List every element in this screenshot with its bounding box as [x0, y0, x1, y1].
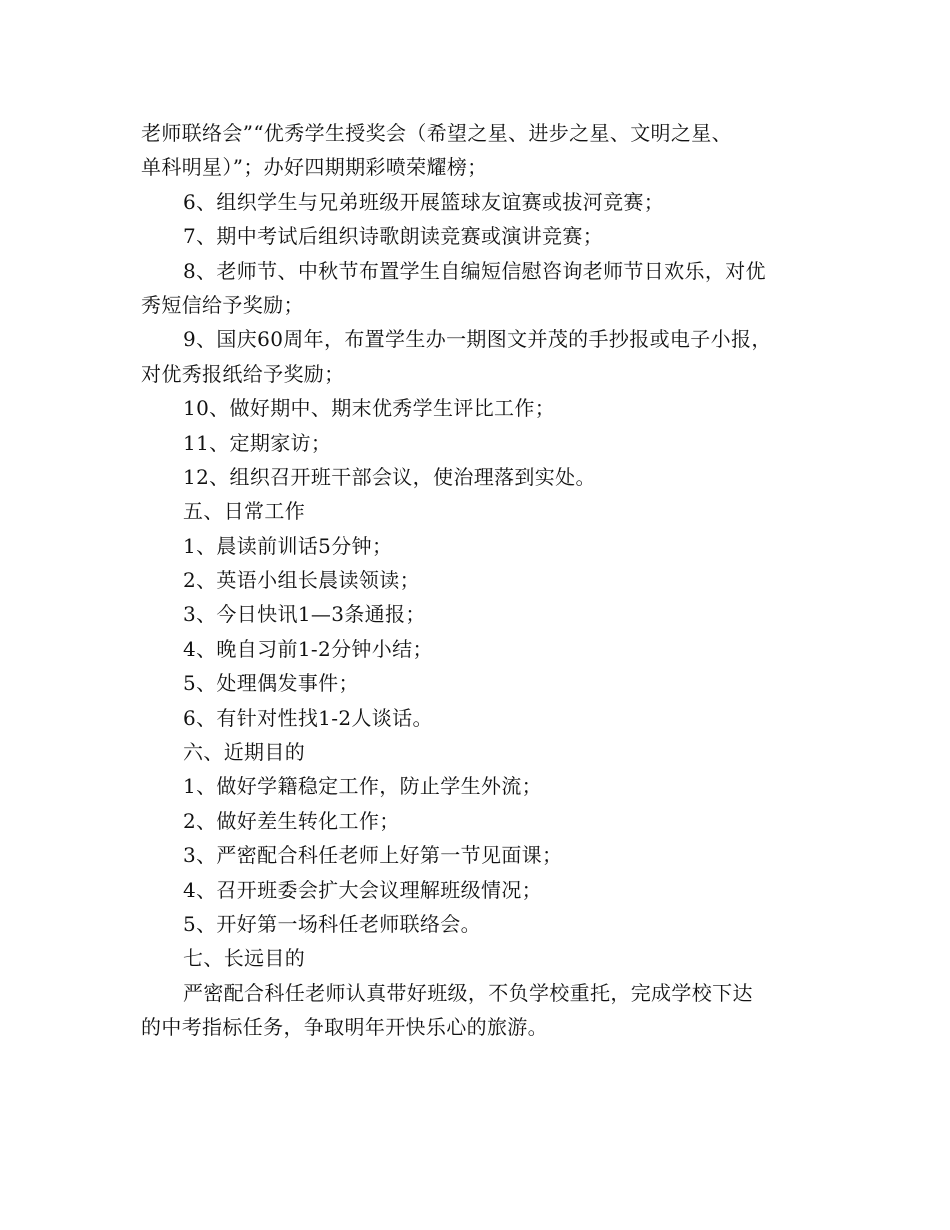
list-item: 7、期中考试后组织诗歌朗读竞赛或演讲竞赛；: [183, 224, 604, 249]
list-item: 9、国庆60周年，布置学生办一期图文并茂的手抄报或电子小报，: [183, 327, 772, 352]
list-item: 10、做好期中、期末优秀学生评比工作；: [183, 396, 556, 421]
list-item: 11、定期家访；: [183, 430, 332, 455]
document-body: [141, 116, 831, 1045]
section-heading: 七、长远目的: [183, 946, 306, 971]
text-line: 秀短信给予奖励；: [141, 292, 304, 317]
text-line: 老师联络会”“优秀学生授奖会（希望之星、进步之星、文明之星、: [141, 121, 732, 145]
section-heading: 五、日常工作: [183, 499, 306, 524]
list-item: 5、开好第一场科任老师联络会。: [183, 911, 481, 936]
list-item: 3、严密配合科任老师上好第一节见面课；: [183, 843, 563, 868]
list-item: 12、组织召开班干部会议，使治理落到实处。: [183, 464, 596, 489]
list-item: 1、晨读前训话5分钟；: [183, 533, 393, 558]
list-item: 8、老师节、中秋节布置学生自编短信慰咨询老师节日欢乐，对优: [183, 258, 766, 283]
paragraph-line: 严密配合科任老师认真带好班级，不负学校重托，完成学校下达: [183, 980, 753, 1005]
text-line: 对优秀报纸给予奖励；: [141, 361, 345, 386]
text-line: 单科明星）”；办好四期期彩喷荣耀榜；: [141, 155, 488, 180]
list-item: 4、召开班委会扩大会议理解班级情况；: [183, 877, 543, 902]
list-item: 2、做好差生转化工作；: [183, 808, 400, 833]
paragraph-line: 的中考指标任务，争取明年开快乐心的旅游。: [141, 1015, 548, 1040]
list-item: 5、处理偶发事件；: [183, 671, 359, 696]
list-item: 6、有针对性找1-2人谈话。: [183, 705, 433, 730]
list-item: 1、做好学籍稳定工作，防止学生外流；: [183, 774, 543, 799]
list-item: 6、组织学生与兄弟班级开展篮球友谊赛或拔河竞赛；: [183, 189, 665, 214]
list-item: 2、英语小组长晨读领读；: [183, 568, 420, 593]
list-item: 4、晚自习前1-2分钟小结；: [183, 636, 433, 661]
section-heading: 六、近期目的: [183, 740, 306, 765]
list-item: 3、今日快讯1—3条通报；: [183, 602, 426, 627]
